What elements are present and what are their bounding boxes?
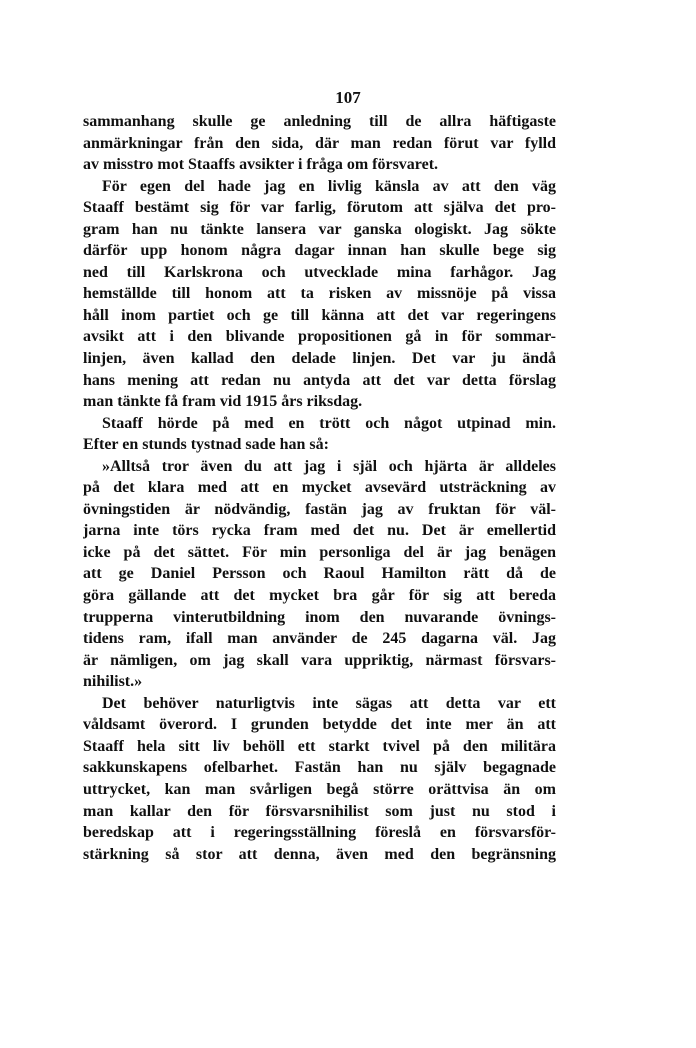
text-line: avsikt att i den blivande propositionen gå in för sommar- [83,328,556,346]
text-line: av misstro mot Staaffs avsikter i fråga om försvaret. [83,156,439,174]
text-line: därför upp honom några dagar innan han skulle bege sig [83,242,556,260]
text-line: tidens ram, ifall man använder de 245 dagarna väl. Jag [83,630,556,648]
text-line: nihilist.» [83,673,143,691]
text-line: att ge Daniel Persson och Raoul Hamilton rätt då de [83,565,556,583]
text-line: är nämligen, om jag skall vara uppriktig, närmast försvars- [83,651,556,669]
page-number: 107 [335,88,361,107]
body-text [83,111,556,865]
text-line: linjen, även kallad den delade linjen. Det var ju ändå [83,350,556,368]
text-line: man tänkte få fram vid 1915 års riksdag. [83,393,363,411]
text-line: man kallar den för försvarsnihilist som just nu stod i [83,802,556,820]
text-line: sakkunskapens ofelbarhet. Fastän han nu själv begagnade [83,759,556,777]
text-line: anmärkningar från den sida, där man redan förut var fylld [83,134,556,152]
text-line: För egen del hade jag en livlig känsla av att den väg [102,177,556,195]
text-line: Staaff hela sitt liv behöll ett starkt tvivel på den militära [83,737,556,755]
text-line: håll inom partiet och ge till känna att det var regeringens [83,306,556,324]
text-line: våldsamt överord. I grunden betydde det inte mer än att [83,716,556,734]
text-line: göra gällande att det mycket bra går för sig att bereda [83,587,556,605]
text-line: hans mening att redan nu antyda att det var detta förslag [83,371,556,389]
text-line: sammanhang skulle ge anledning till de allra häftigaste [83,113,556,130]
text-line: icke på det sättet. För min personliga del är jag benägen [83,543,556,561]
text-line: trupperna vinterutbildning inom den nuvarande övnings- [83,608,556,626]
text-line: Staaff hörde på med en trött och något utpinad min. [102,414,556,432]
text-line: övningstiden är nödvändig, fastän jag av fruktan för väl- [83,500,556,518]
text-line: Det behöver naturligtvis inte sägas att detta var ett [102,694,556,712]
text-line: stärkning så stor att denna, även med den begränsning [83,845,556,863]
text-line: på det klara med att en mycket avsevärd utsträckning av [83,479,556,497]
text-line: Efter en stunds tystnad sade han så: [83,436,329,454]
text-line: »Alltså tror även du att jag i själ och hjärta är alldeles [102,457,556,475]
text-line: Staaff bestämt sig för var farlig, förutom att själva det pro- [83,199,556,217]
text-line: uttrycket, kan man svårligen begå större orättvisa än om [83,780,556,798]
text-line: beredskap att i regeringsställning föreslå en försvarsför- [83,824,556,842]
text-line: gram han nu tänkte lansera var ganska ologiskt. Jag sökte [83,220,556,238]
text-line: ned till Karlskrona och utvecklade mina farhågor. Jag [83,263,556,281]
text-line: hemställde till honom att ta risken av missnöje på vissa [83,285,556,303]
text-line: jarna inte törs rycka fram med det nu. Det är emellertid [83,522,556,540]
